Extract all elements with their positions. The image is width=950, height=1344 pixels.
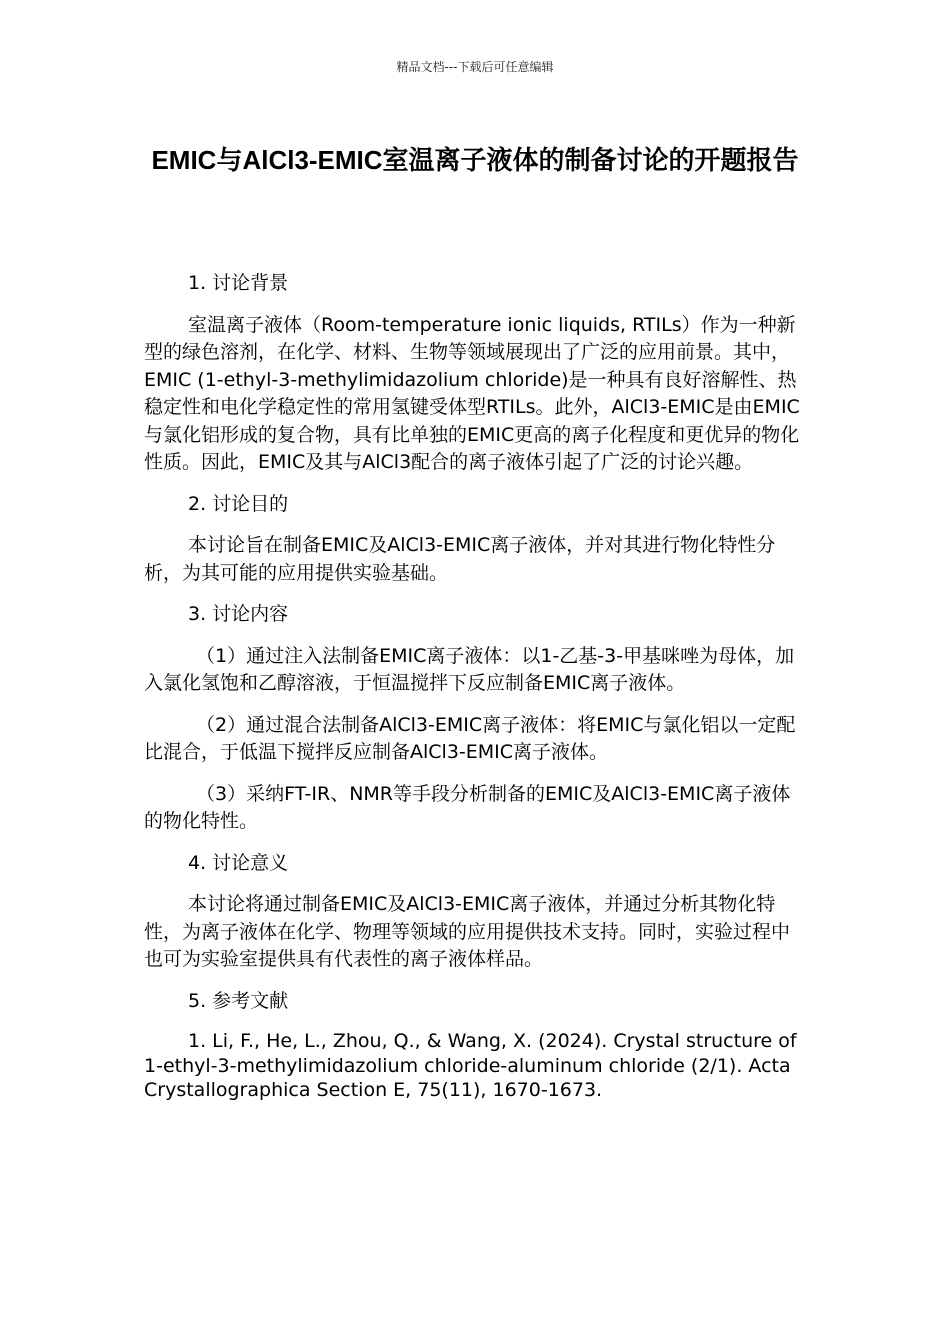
purpose-paragraph: 本讨论旨在制备EMIC及AlCl3-EMIC离子液体，并对其进行物化特性分析，为其可能的应用提供实验基础。 xyxy=(144,534,776,584)
section-heading-background: 1. 讨论背景 xyxy=(188,272,289,294)
background-paragraph: 室温离子液体（Room-temperature ionic liquids, RTILs）作为一种新型的绿色溶剂，在化学、材料、生物等领域展现出了广泛的应用前景。其中，EMIC (1-ethyl-3-methylimidazolium chloride)是一种具有良好溶解性、热稳定性和电化学稳定性的常用氢键受体型RTILs。此外，AlCl3-EMIC是由EMIC与氯化铝形成的复合物，具有比单独的EMIC更高的离子化程度和更优异的物化性质。因此，EMIC及其与AlCl3配合的离子液体引起了广泛的讨论兴趣。 xyxy=(144,313,800,473)
reference-item-1: 1. Li, F., He, L., Zhou, Q., & Wang, X. (2024). Crystal structure of 1-ethyl-3-methylimidazolium chloride-aluminum chloride (2/1). Acta Crystallographica Section E, 75(11), 1670-1673. xyxy=(144,1030,797,1101)
document-title: EMIC与AlCl3-EMIC室温离子液体的制备讨论的开题报告 xyxy=(151,145,799,175)
page-header-note: 精品文档---下载后可任意编辑 xyxy=(396,60,554,74)
section-heading-references: 5. 参考文献 xyxy=(188,989,289,1012)
content-item-3: （3）采纳FT-IR、NMR等手段分析制备的EMIC及AlCl3-EMIC离子液体的物化特性。 xyxy=(144,782,791,832)
document-body xyxy=(144,270,808,1103)
section-heading-significance: 4. 讨论意义 xyxy=(188,851,289,874)
content-item-2: （2）通过混合法制备AlCl3-EMIC离子液体：将EMIC与氯化铝以一定配比混合，于低温下搅拌反应制备AlCl3-EMIC离子液体。 xyxy=(144,713,796,763)
section-heading-content: 3. 讨论内容 xyxy=(188,603,289,625)
content-item-1: （1）通过注入法制备EMIC离子液体：以1-乙基-3-甲基咪唑为母体，加入氯化氢饱和乙醇溶液，于恒温搅拌下反应制备EMIC离子液体。 xyxy=(144,644,795,694)
significance-paragraph: 本讨论将通过制备EMIC及AlCl3-EMIC离子液体，并通过分析其物化特性，为离子液体在化学、物理等领域的应用提供技术支持。同时，实验过程中也可为实验室提供具有代表性的离子液体样品。 xyxy=(144,893,791,970)
section-heading-purpose: 2. 讨论目的 xyxy=(188,492,289,515)
